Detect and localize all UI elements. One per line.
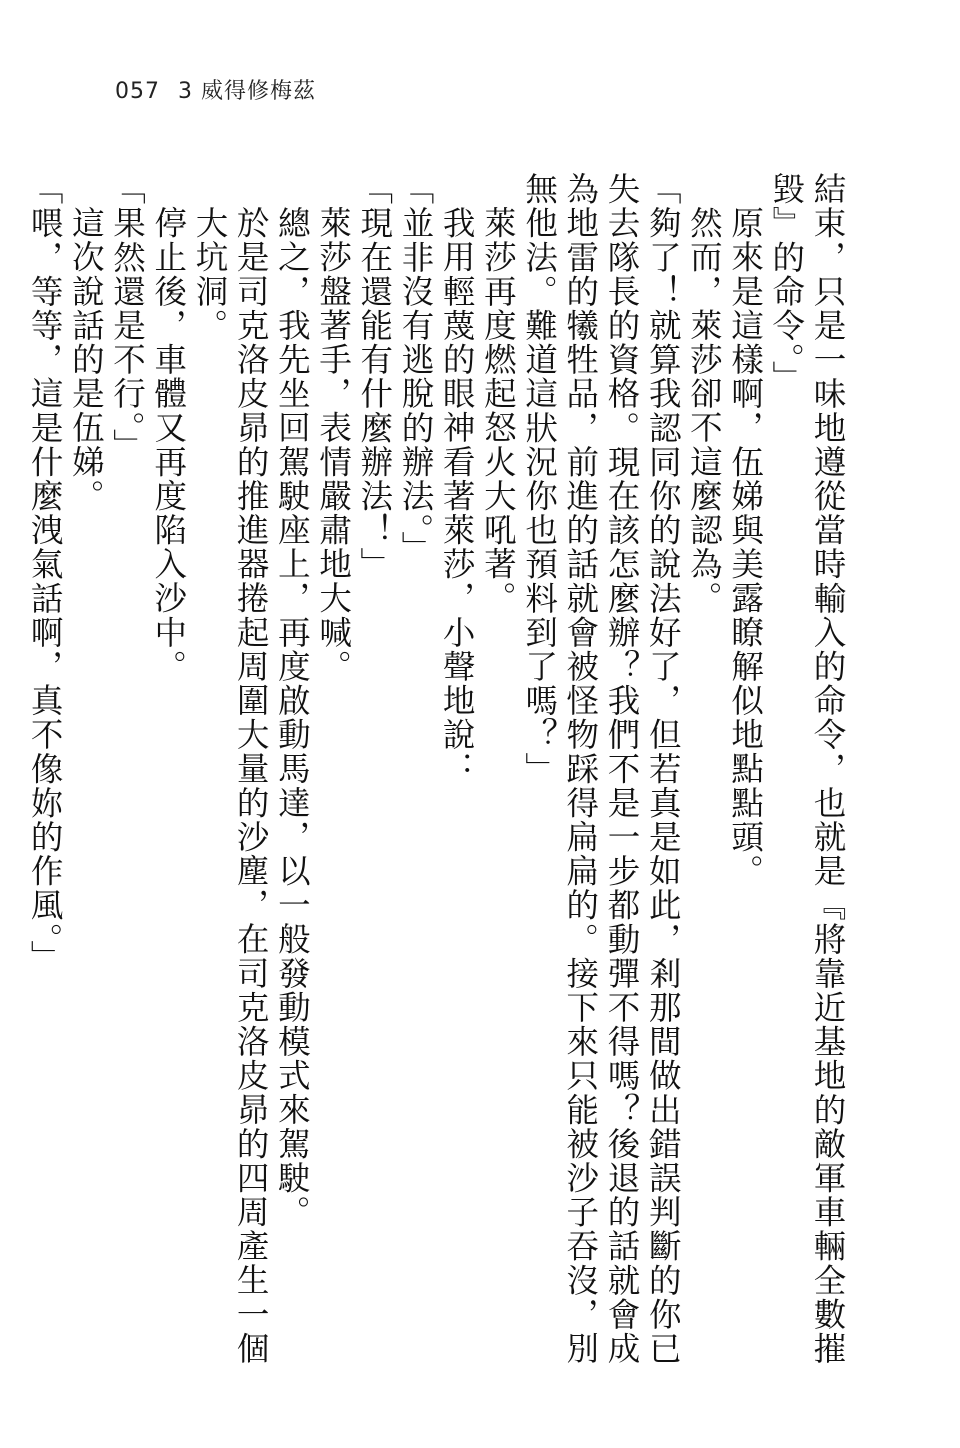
- paragraph: 「夠了！就算我認同你的說法好了，但若真是如此，剎那間做出錯誤判斷的你已失去隊長的資格。現在該怎麼辦？我們不是一步都動彈不得嗎？後退的話就會成為地雷的犧牲品，前進的話就會被怪物踩得扁扁的。接下來只能被沙子吞沒，別無他法。難道這狀況你也預料到了嗎？」: [520, 172, 683, 1366]
- paragraph: 停止後，車體又再度陷入沙中。: [149, 206, 188, 684]
- paragraph: 萊莎盤著手，表情嚴肅地大喊。: [314, 206, 353, 684]
- paragraph: 「果然還是不行。」: [108, 172, 147, 463]
- vertical-body-text: [26, 172, 848, 1372]
- paragraph: 「並非沒有逃脫的辦法。」: [396, 172, 435, 565]
- paragraph: 然而，萊莎卻不這麼認為。: [685, 206, 724, 616]
- chapter-title: 3 威得修梅茲: [178, 79, 316, 104]
- paragraph: 「喂，等等，這是什麼洩氣話啊，真不像妳的作風。」: [26, 172, 65, 975]
- paragraph: 「現在還能有什麼辦法！」: [355, 172, 394, 582]
- page-number: 057: [115, 79, 160, 104]
- paragraph: 於是司克洛皮昴的推進器捲起周圍大量的沙塵，在司克洛皮昴的四周產生一個大坑洞。: [190, 206, 271, 1366]
- paragraph: 總之，我先坐回駕駛座上，再度啟動馬達，以一般發動模式來駕駛。: [273, 206, 312, 1229]
- paragraph: 原來是這樣啊，伍娣與美露瞭解似地點點頭。: [726, 206, 765, 888]
- paragraph: 結束，只是一味地遵從當時輸入的命令，也就是『將靠近基地的敵軍車輛全數摧毀』的命令。」: [767, 172, 847, 1366]
- paragraph: 這次說話的是伍娣。: [67, 206, 106, 513]
- paragraph: 萊莎再度燃起怒火大吼著。: [479, 206, 518, 616]
- page-header: [115, 74, 316, 105]
- paragraph: 我用輕蔑的眼神看著萊莎，小聲地說：: [438, 206, 477, 786]
